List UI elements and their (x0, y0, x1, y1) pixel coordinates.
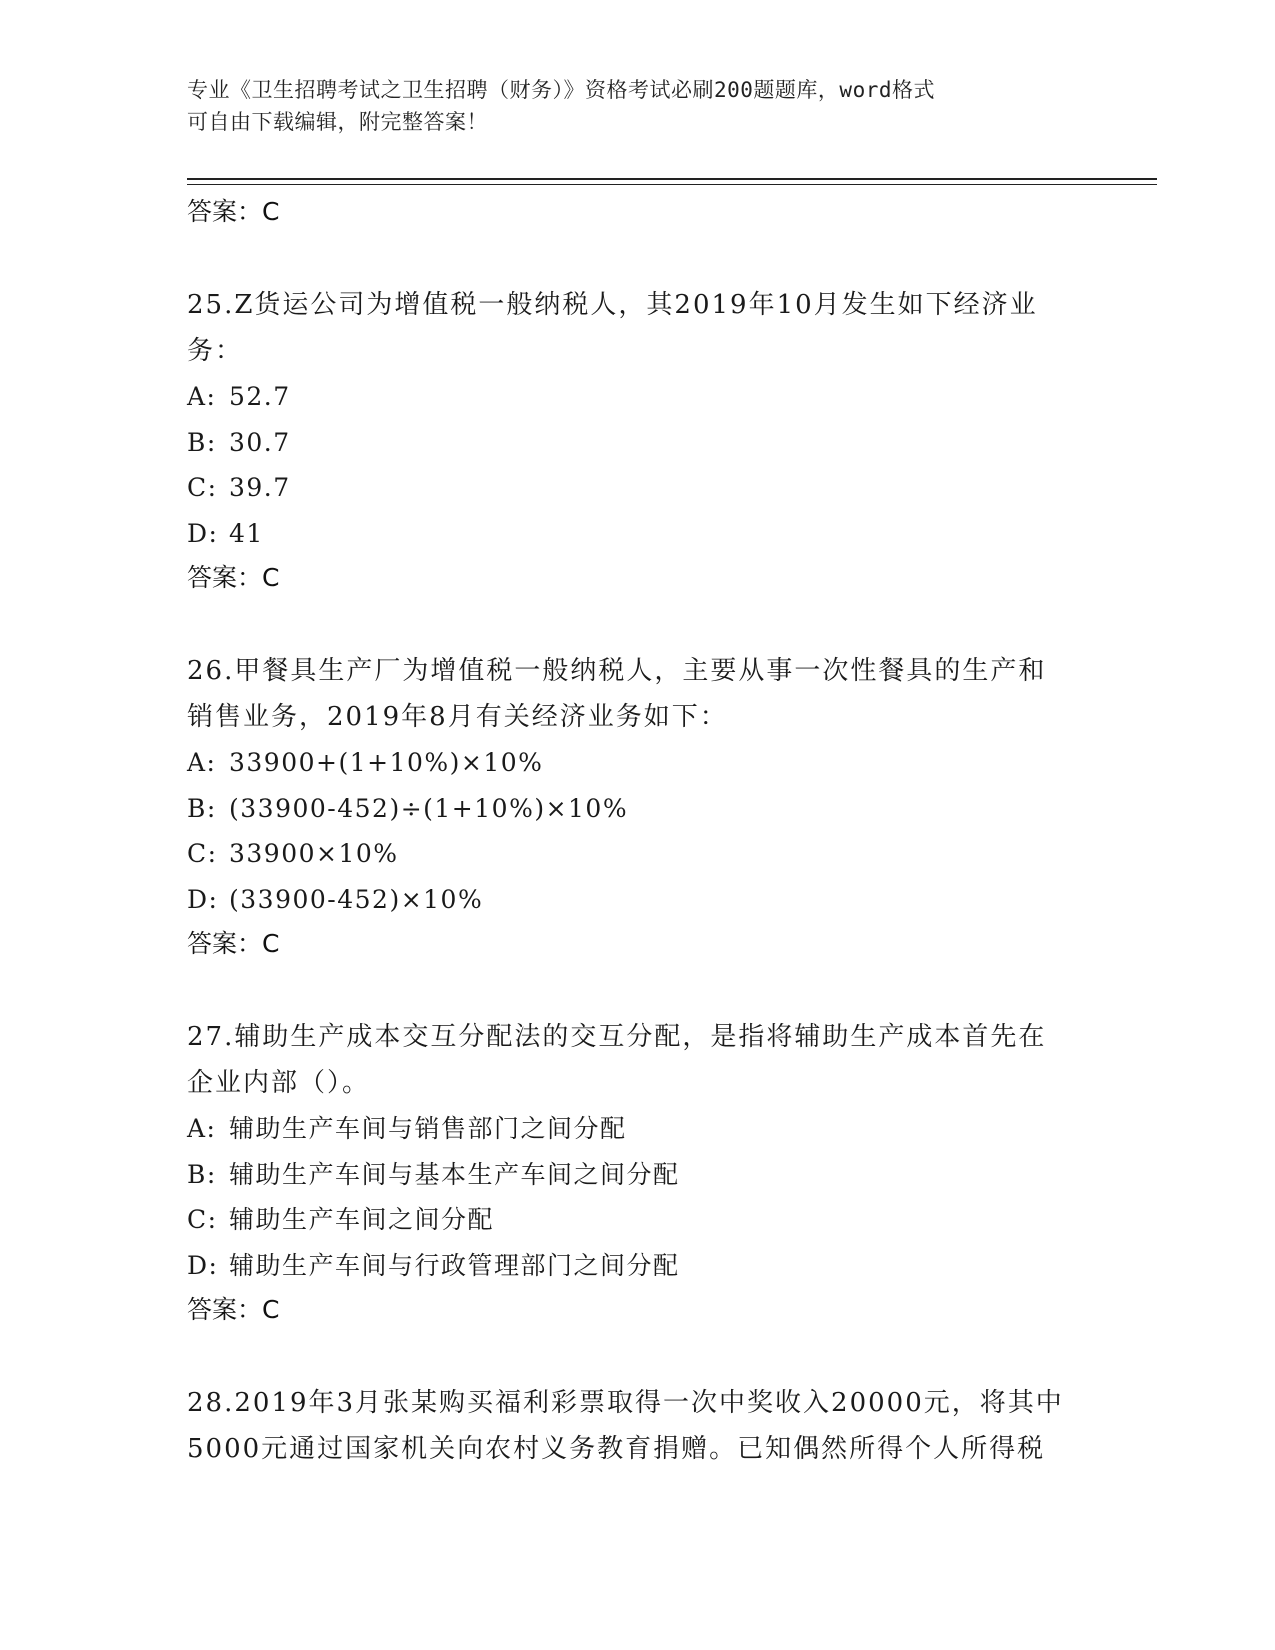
option-letter: A: (187, 748, 217, 777)
option-letter: B: (187, 1159, 217, 1189)
option-text: 辅助生产车间之间分配 (229, 1205, 495, 1234)
document-header (187, 74, 1067, 138)
option-a (187, 374, 1087, 420)
option-d (187, 511, 1087, 557)
option-letter: B: (187, 427, 217, 457)
option-letter: A: (187, 1114, 217, 1143)
question-stem (187, 648, 1087, 740)
header-divider-thin (187, 184, 1157, 185)
stem-line: 5000元通过国家机关向农村义务教育捐赠。已知偶然所得个人所得税 (187, 1434, 1046, 1464)
stem-line: 企业内部（）。 (187, 1068, 371, 1098)
option-letter: D: (187, 518, 219, 548)
question-27 (187, 1014, 1087, 1332)
question-25 (187, 282, 1087, 600)
option-c (187, 831, 1087, 877)
option-text: (33900-452)÷(1+10%)×10% (229, 793, 629, 823)
option-letter: B: (187, 793, 217, 823)
stem-line: 28.2019年3月张某购买福利彩票取得一次中奖收入20000元，将其中 (187, 1388, 1064, 1418)
option-letter: D: (187, 884, 219, 914)
option-letter: C: (187, 473, 218, 502)
question-stem (187, 1380, 1087, 1472)
option-letter: C: (187, 1205, 218, 1234)
answer-line: 答案：C (187, 563, 280, 592)
question-list (187, 190, 1087, 1472)
option-letter: D: (187, 1250, 219, 1280)
option-d (187, 877, 1087, 923)
option-text: (33900-452)×10% (229, 884, 484, 914)
option-a (187, 1106, 1087, 1152)
option-c (187, 465, 1087, 511)
option-text: 41 (229, 518, 264, 548)
stem-line: 务： (187, 336, 244, 366)
option-c (187, 1197, 1087, 1243)
option-text: 39.7 (229, 473, 291, 502)
header-line-2: 可自由下载编辑，附完整答案！ (187, 110, 488, 134)
option-text: 33900×10% (229, 839, 399, 868)
option-text: 30.7 (229, 427, 291, 457)
option-letter: C: (187, 839, 218, 868)
option-d (187, 1243, 1087, 1289)
stem-line: 销售业务，2019年8月有关经济业务如下： (187, 702, 728, 732)
option-text: 52.7 (229, 382, 291, 411)
option-a (187, 740, 1087, 786)
question-26 (187, 648, 1087, 966)
stem-line: 25.Z货运公司为增值税一般纳税人，其2019年10月发生如下经济业 (187, 290, 1038, 320)
option-text: 辅助生产车间与基本生产车间之间分配 (229, 1159, 680, 1189)
option-text: 辅助生产车间与行政管理部门之间分配 (229, 1250, 680, 1280)
question-28 (187, 1380, 1087, 1472)
answer-line: 答案：C (187, 929, 280, 958)
previous-answer: 答案：C (187, 197, 280, 226)
question-stem (187, 282, 1087, 374)
stem-line: 26.甲餐具生产厂为增值税一般纳税人，主要从事一次性餐具的生产和 (187, 656, 1047, 686)
option-text: 辅助生产车间与销售部门之间分配 (229, 1114, 627, 1143)
option-b (187, 786, 1087, 832)
option-text: 33900+(1+10%)×10% (229, 748, 544, 777)
option-b (187, 1152, 1087, 1198)
header-line-1: 专业《卫生招聘考试之卫生招聘（财务）》资格考试必刷200题题库，word格式 (187, 78, 935, 102)
answer-line: 答案：C (187, 1295, 280, 1324)
stem-line: 27.辅助生产成本交互分配法的交互分配，是指将辅助生产成本首先在 (187, 1022, 1047, 1052)
question-stem (187, 1014, 1087, 1106)
option-letter: A: (187, 382, 217, 411)
option-b (187, 420, 1087, 466)
header-divider-thick (187, 178, 1157, 180)
